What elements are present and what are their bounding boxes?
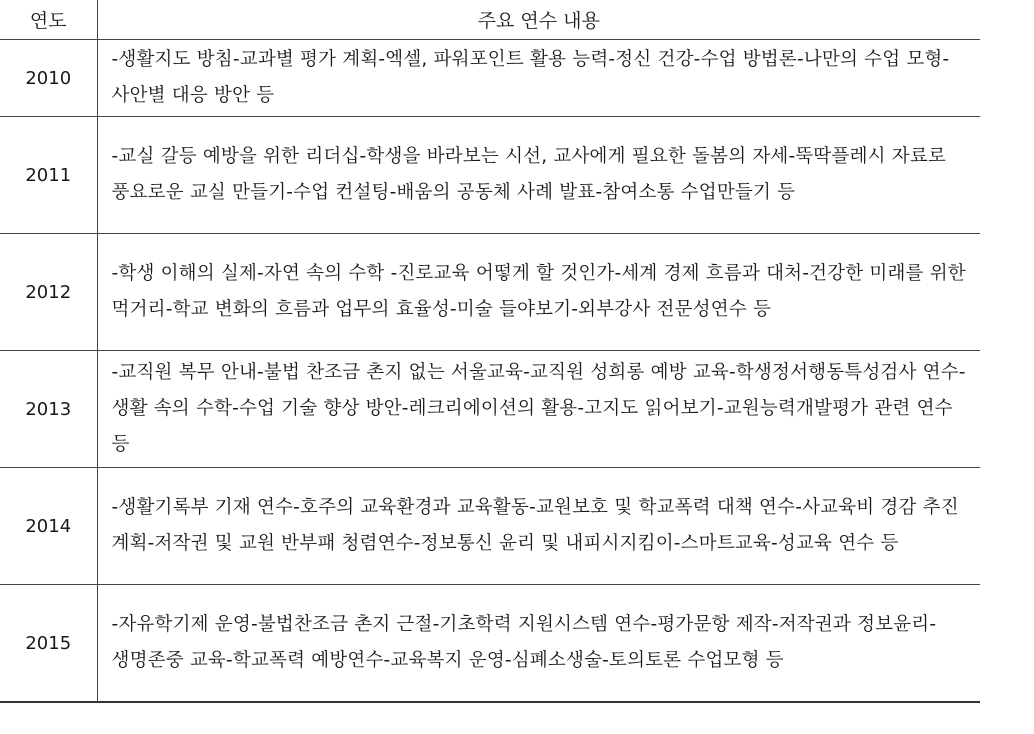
row-year: 2013 — [0, 351, 97, 468]
row-content: -교직원 복무 안내-불법 찬조금 촌지 없는 서울교육-교직원 성희롱 예방 교육-학생정서행동특성검사 연수-생활 속의 수학-수업 기술 향상 방안-레크리에이션의 활용-고지도 읽어보기-교원능력개발평가 관련 연수 등 — [97, 351, 980, 468]
row-year: 2014 — [0, 468, 97, 585]
header-row — [0, 0, 980, 40]
table-row — [0, 468, 980, 585]
row-content: -학생 이해의 실제-자연 속의 수학 -진로교육 어떻게 할 것인가-세계 경제 흐름과 대처-건강한 미래를 위한 먹거리-학교 변화의 흐름과 업무의 효율성-미술 들야보기-외부강사 전문성연수 등 — [97, 234, 980, 351]
header-year: 연도 — [0, 0, 97, 40]
row-content: -자유학기제 운영-불법찬조금 촌지 근절-기초학력 지원시스템 연수-평가문항 제작-저작권과 정보윤리-생명존중 교육-학교폭력 예방연수-교육복지 운영-심폐소생술-토의토론 수업모형 등 — [97, 585, 980, 703]
row-year: 2012 — [0, 234, 97, 351]
table-body — [0, 40, 980, 703]
table-row — [0, 351, 980, 468]
table-header — [0, 0, 980, 40]
row-content: -생활지도 방침-교과별 평가 계획-엑셀, 파워포인트 활용 능력-정신 건강-수업 방법론-나만의 수업 모형-사안별 대응 방안 등 — [97, 40, 980, 117]
table-row — [0, 40, 980, 117]
row-content: -생활기록부 기재 연수-호주의 교육환경과 교육활동-교원보호 및 학교폭력 대책 연수-사교육비 경감 추진 계획-저작권 및 교원 반부패 청렴연수-정보통신 윤리 및 내피시지킴이-스마트교육-성교육 연수 등 — [97, 468, 980, 585]
table-row — [0, 585, 980, 703]
row-year: 2015 — [0, 585, 97, 703]
table-row — [0, 234, 980, 351]
row-content: -교실 갈등 예방을 위한 리더십-학생을 바라보는 시선, 교사에게 필요한 돌봄의 자세-뚝딱플레시 자료로 풍요로운 교실 만들기-수업 컨설팅-배움의 공동체 사례 발표-참여소통 수업만들기 등 — [97, 117, 980, 234]
row-year: 2010 — [0, 40, 97, 117]
row-year: 2011 — [0, 117, 97, 234]
table-row — [0, 117, 980, 234]
header-content: 주요 연수 내용 — [97, 0, 980, 40]
